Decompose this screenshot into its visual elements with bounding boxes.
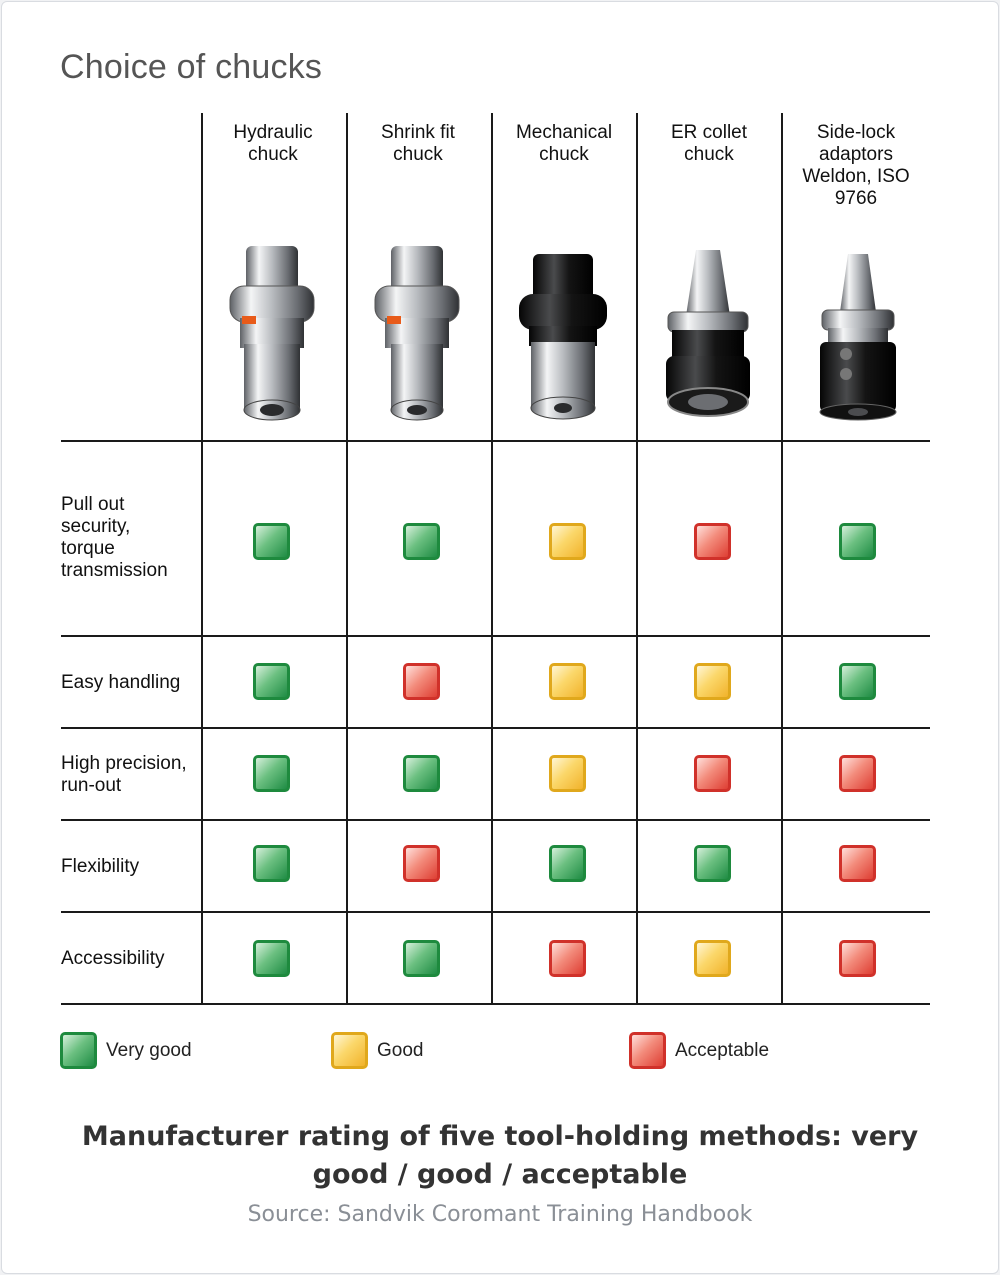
column-header-hydraulic: Hydraulic chuck xyxy=(233,122,313,165)
column-header-side-lock: Side-lock adaptors Weldon, ISO 9766 xyxy=(802,122,910,209)
shrink-fit-chuck-image xyxy=(367,238,467,428)
rating-cell-very-good xyxy=(253,523,290,560)
side-lock-adaptor-image xyxy=(808,250,908,424)
rating-cell-very-good xyxy=(253,845,290,882)
grid-hline-row2 xyxy=(61,727,930,729)
rating-cell-very-good xyxy=(403,755,440,792)
row-label-easy-handling: Easy handling xyxy=(61,672,181,693)
mechanical-chuck-image xyxy=(513,250,613,428)
grid-vline-5 xyxy=(781,113,783,1004)
grid-hline-row1 xyxy=(61,635,930,637)
table-title: Choice of chucks xyxy=(60,48,323,86)
rating-cell-very-good xyxy=(403,940,440,977)
rating-cell-good xyxy=(694,940,731,977)
legend-good-swatch xyxy=(331,1032,368,1069)
grid-hline-row5 xyxy=(61,1003,930,1005)
row-label-accessibility: Accessibility xyxy=(61,948,165,969)
rating-cell-good xyxy=(549,523,586,560)
rating-cell-acceptable xyxy=(694,523,731,560)
rating-cell-acceptable xyxy=(839,940,876,977)
column-header-mechanical: Mechanical chuck xyxy=(515,122,613,165)
legend-acceptable-swatch xyxy=(629,1032,666,1069)
grid-vline-4 xyxy=(636,113,638,1004)
rating-cell-good xyxy=(549,755,586,792)
grid-vline-1 xyxy=(201,113,203,1004)
column-header-shrink-fit: Shrink fit chuck xyxy=(381,122,455,165)
legend-good-label: Good xyxy=(377,1040,424,1061)
row-label-flexibility: Flexibility xyxy=(61,856,140,877)
grid-vline-2 xyxy=(346,113,348,1004)
legend-very-good-label: Very good xyxy=(106,1040,192,1061)
grid-hline-header xyxy=(61,440,930,442)
rating-cell-good xyxy=(694,663,731,700)
legend-very-good-swatch xyxy=(60,1032,97,1069)
rating-cell-very-good xyxy=(253,663,290,700)
rating-cell-very-good xyxy=(253,940,290,977)
rating-cell-good xyxy=(549,663,586,700)
legend-acceptable-label: Acceptable xyxy=(675,1040,770,1061)
figure-source: Source: Sandvik Coromant Training Handbook xyxy=(247,1202,753,1227)
rating-cell-acceptable xyxy=(403,663,440,700)
rating-cell-acceptable xyxy=(549,940,586,977)
figure-caption: Manufacturer rating of five tool-holding methods: very good / good / acceptable xyxy=(81,1121,919,1190)
er-collet-chuck-image xyxy=(658,246,758,426)
rating-cell-very-good xyxy=(839,663,876,700)
rating-cell-acceptable xyxy=(694,755,731,792)
grid-hline-row4 xyxy=(61,911,930,913)
grid-hline-row3 xyxy=(61,819,930,821)
row-label-high-precision: High precision, run-out xyxy=(61,753,187,796)
rating-cell-acceptable xyxy=(839,845,876,882)
row-label-pull-out-security: Pull out security, torque transmission xyxy=(61,494,168,581)
rating-cell-acceptable xyxy=(403,845,440,882)
rating-cell-very-good xyxy=(694,845,731,882)
rating-cell-very-good xyxy=(253,755,290,792)
rating-cell-very-good xyxy=(839,523,876,560)
rating-cell-very-good xyxy=(403,523,440,560)
column-header-er-collet: ER collet chuck xyxy=(670,122,748,165)
grid-vline-3 xyxy=(491,113,493,1004)
rating-cell-very-good xyxy=(549,845,586,882)
hydraulic-chuck-image xyxy=(222,238,322,428)
rating-cell-acceptable xyxy=(839,755,876,792)
